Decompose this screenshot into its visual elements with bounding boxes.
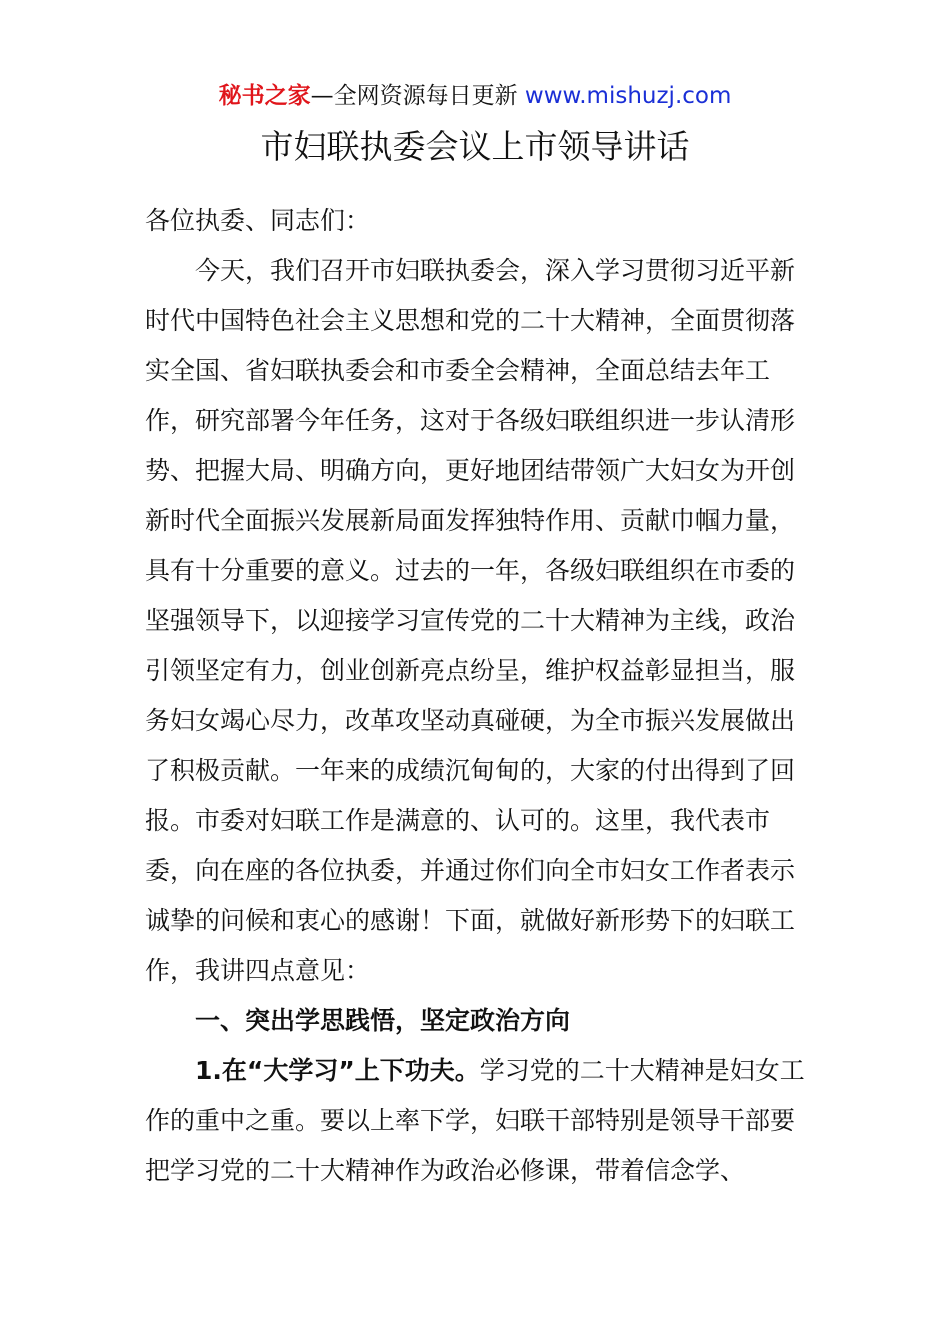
item-text-1: 学习党的二十大精神是妇女工作的重中之重。要以上率下学，妇联干部特别是领导干部要把学习党的二十大精神作为政治必修课，带着信念学、 [145,1056,805,1185]
intro-paragraph: 今天，我们召开市妇联执委会，深入学习贯彻习近平新时代中国特色社会主义思想和党的二十大精神，全面贯彻落实全国、省妇联执委会和市委全会精神，全面总结去年工作，研究部署今年任务，这对于各级妇联组织进一步认清形势、把握大局、明确方向，更好地团结带领广大妇女为开创新时代全面振兴发展新局面发挥独特作用、贡献巾帼力量，具有十分重要的意义。过去的一年，各级妇联组织在市委的坚强领导下，以迎接学习宣传党的二十大精神为主线，政治引领坚定有力，创业创新亮点纷呈，维护权益彰显担当，服务妇女竭心尽力，改革攻坚动真碰硬，为全市振兴发展做出了积极贡献。一年来的成绩沉甸甸的，大家的付出得到了回报。市委对妇联工作是满意的、认可的。这里，我代表市委，向在座的各位执委，并通过你们向全市妇女工作者表示诚挚的问候和衷心的感谢！下面，就做好新形势下的妇联工作，我讲四点意见： [145,256,796,985]
document-title: 市妇联执委会议上市领导讲话 [260,127,690,166]
item-title-1: 1.在“大学习”上下功夫。 [195,1056,480,1085]
item-paragraph-1 [145,1046,805,1196]
salutation: 各位执委、同志们： [145,206,371,235]
site-slogan: —全网资源每日更新 [310,83,525,109]
site-url-link[interactable]: www.mishuzj.com [524,83,732,109]
document-body [145,196,805,1196]
section-heading-1: 一、突出学思践悟，坚定政治方向 [195,1006,571,1035]
site-banner [0,80,950,112]
site-brand: 秘书之家 [218,83,311,109]
